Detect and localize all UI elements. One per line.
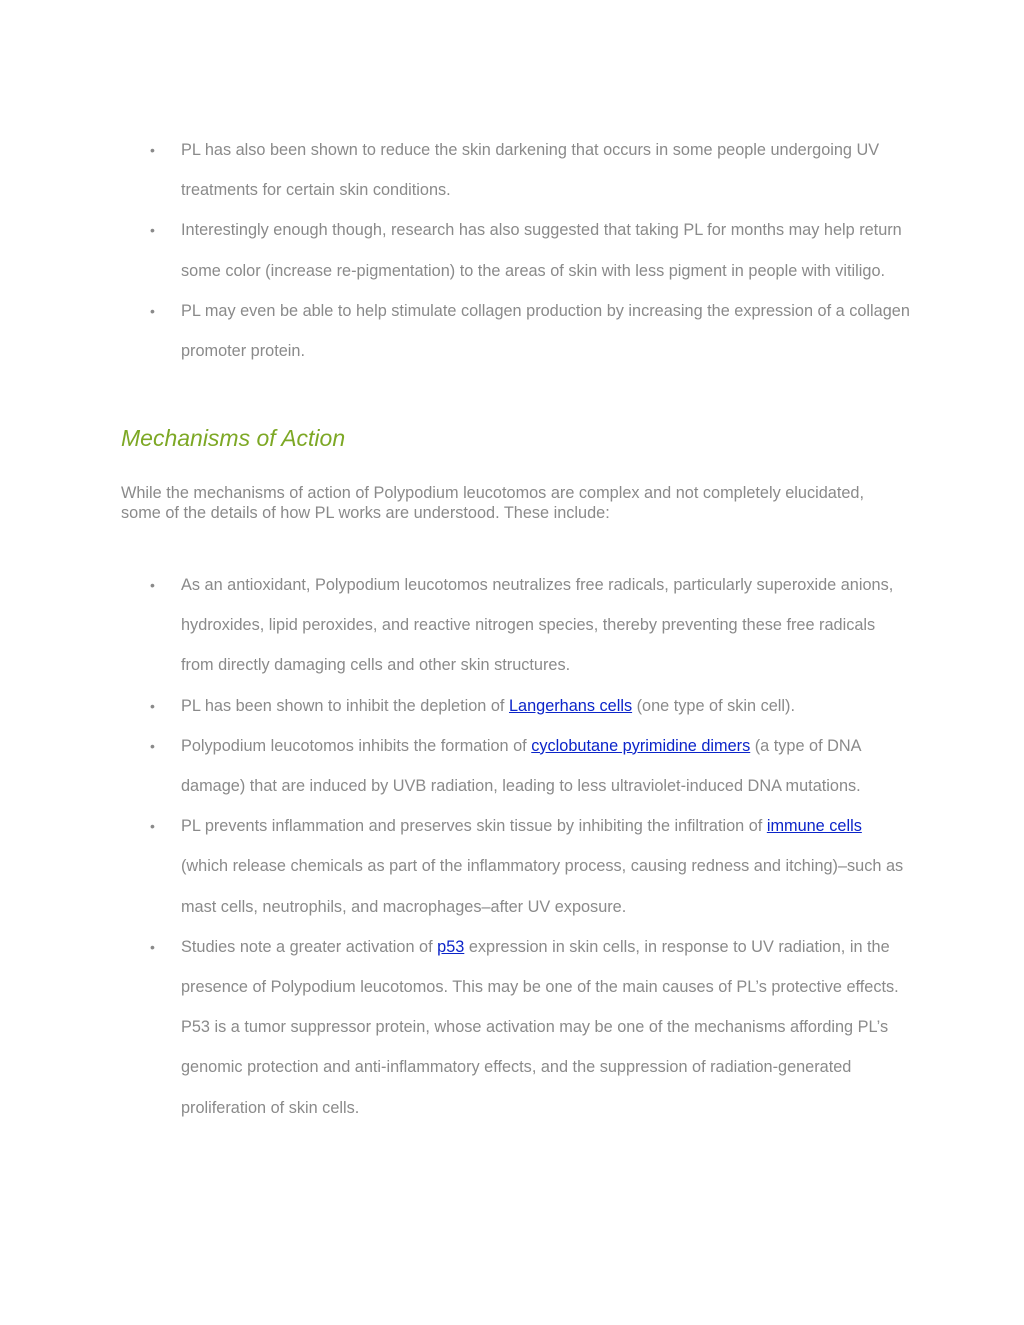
bullet-icon: • xyxy=(150,577,155,593)
bullet-icon: • xyxy=(150,222,155,239)
list-item-text: Interestingly enough though, research has also suggested that taking PL for months may help return some color (increase re-pigmentation) to the areas of skin with less pigment in people with vitiligo. xyxy=(181,221,902,280)
list-item xyxy=(150,130,910,210)
list-item xyxy=(150,210,910,290)
bullet-list-top xyxy=(150,130,910,371)
list-item xyxy=(150,291,910,371)
list-item xyxy=(150,686,910,726)
list-item-text-after: (which release chemicals as part of the inflammatory process, causing redness and itching)–such as mast cells, neutrophils, and macrophages–after UV exposure. xyxy=(181,857,904,916)
immune-cells-link[interactable]: immune cells xyxy=(766,817,862,836)
list-item xyxy=(150,927,910,1128)
list-item-text-after: expression in skin cells, in response to UV radiation, in the presence of Polypodium leucotomos. This may be one of the main causes of PL’s protective effects. P53 is a tumor suppressor protein, whose activation may be one of the mechanisms affording PL’s genomic protection and anti-inflammatory effects, and the suppression of radiation-generated proliferation of skin cells. xyxy=(181,937,899,1117)
list-item-text: As an antioxidant, Polypodium leucotomos neutralizes free radicals, particularly superoxide anions, hydroxides, lipid peroxides, and reactive nitrogen species, thereby preventing these free radicals from directly damaging cells and other skin structures. xyxy=(181,576,894,675)
list-item-text-after: (a type of DNA damage) that are induced by UVB radiation, leading to less ultraviolet-induced DNA mutations. xyxy=(181,736,861,796)
list-item-text: PL has also been shown to reduce the skin darkening that occurs in some people undergoing UV treatments for certain skin conditions. xyxy=(181,141,880,200)
list-item-text-before: Studies note a greater activation of xyxy=(181,937,438,956)
bullet-icon: • xyxy=(150,818,155,835)
bullet-icon: • xyxy=(150,142,155,158)
bullet-icon: • xyxy=(150,302,155,319)
p53-link[interactable]: p53 xyxy=(437,937,465,956)
langerhans-cells-link[interactable]: Langerhans cells xyxy=(508,696,633,715)
cyclobutane-pyrimidine-dimers-link[interactable]: cyclobutane pyrimidine dimers xyxy=(531,736,751,755)
list-item xyxy=(150,565,910,686)
list-item-text-before: PL prevents inflammation and preserves skin tissue by inhibiting the infiltration of xyxy=(181,817,767,836)
bullet-icon: • xyxy=(150,938,155,955)
list-item xyxy=(150,806,910,927)
section-heading: Mechanisms of Action xyxy=(121,425,346,451)
list-item-text-before: Polypodium leucotomos inhibits the formation of xyxy=(181,736,532,755)
list-item-text-before: PL has been shown to inhibit the depletion of xyxy=(181,696,509,715)
intro-paragraph: While the mechanisms of action of Polypodium leucotomos are complex and not completely elucidated, some of the details of how PL works are understood. These include: xyxy=(121,484,864,522)
list-item-text: PL may even be able to help stimulate collagen production by increasing the expression of a collagen promoter protein. xyxy=(181,301,910,361)
bullet-list-mechanisms xyxy=(150,565,910,1128)
bullet-icon: • xyxy=(150,697,155,714)
list-item-text-after: (one type of skin cell). xyxy=(632,696,795,715)
bullet-icon: • xyxy=(150,737,155,754)
list-item xyxy=(150,726,910,806)
